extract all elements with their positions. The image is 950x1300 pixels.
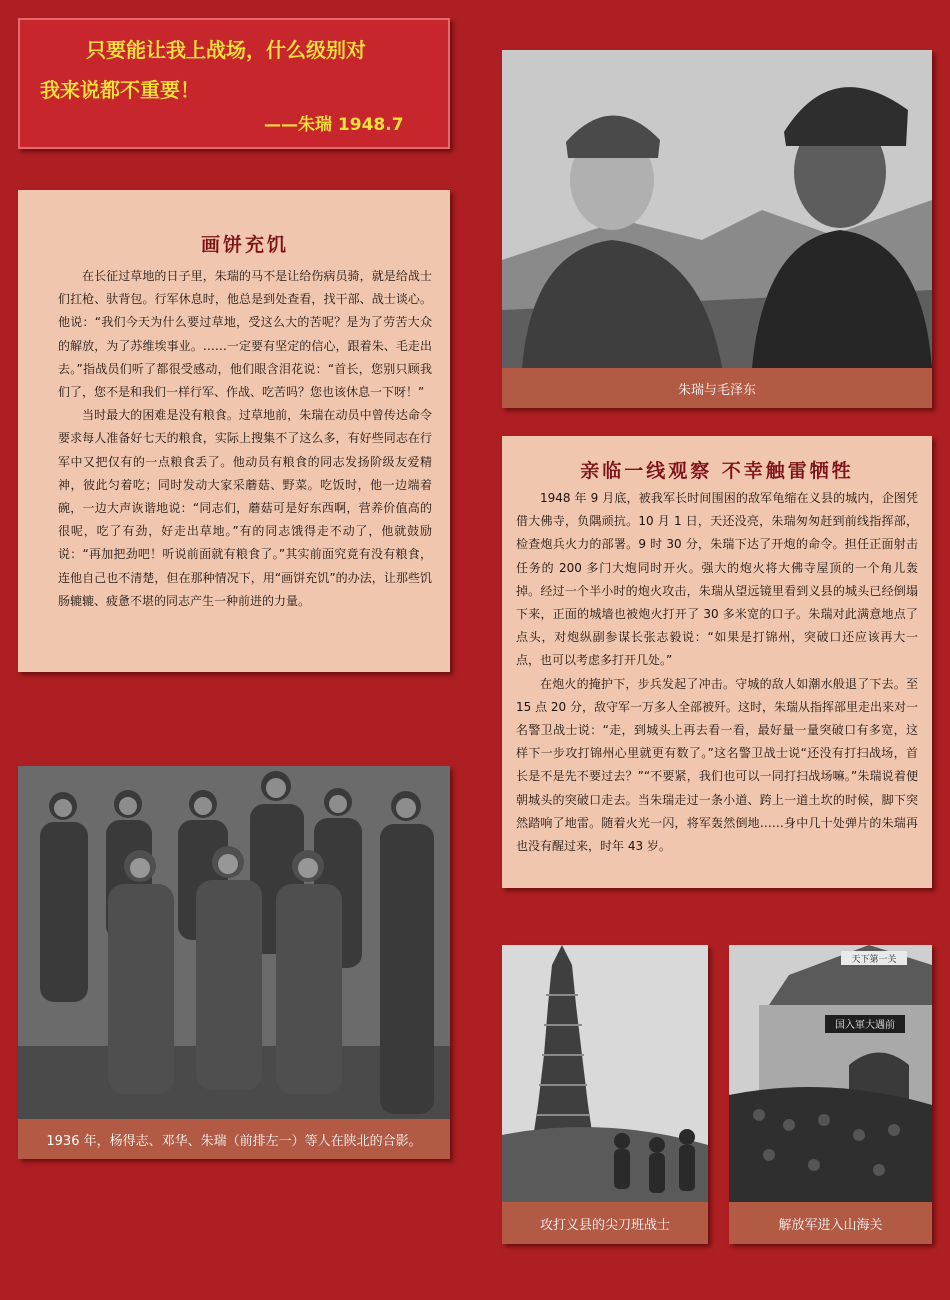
photo-gate-illustration <box>729 945 932 1202</box>
quote-line-1: 只要能让我上战场，什么级别对 <box>86 38 366 62</box>
quote-author: ——朱瑞 1948.7 <box>264 115 404 135</box>
photo-caption: 1936 年，杨得志、邓华、朱瑞（前排左一）等人在陕北的合影。 <box>18 1119 450 1159</box>
photo-shanhaiguan <box>729 945 932 1244</box>
story-title-huabing: 画饼充饥 <box>200 234 289 256</box>
gate-sign-arch: 国入軍大遇前 <box>835 1020 895 1031</box>
photo-caption: 朱瑞与毛泽东 <box>502 368 932 408</box>
story-paragraph: 当时最大的困难是没有粮食。过草地前，朱瑞在动员中曾传达命令要求每人准备好七天的粮食，实际上搜集不了这么多，有好些同志在行军中又把仅有的一点粮食丢了。他动员有粮食的同志发扬阶级友爱精神，彼此匀着吃；同时发动大家采蘑菇、野菜。吃饭时，他一边端着碗，一边大声诙谐地说：“同志们，蘑菇可是好东西啊，营养价值高的很呢，吃了有劲，好走出草地。”有的同志饿得走不动了，他就鼓励说：“再加把劲吧！听说前面就有粮食了。”其实前面究竟有没有粮食，连他自己也不清楚，但在那种情况下，用“画饼充饥”的办法，让那些饥肠辘辘、疲惫不堪的同志产生一种前进的力量。 <box>58 408 432 608</box>
photo-group-illustration <box>18 766 450 1119</box>
story-card-huabing <box>18 190 450 672</box>
photo-caption: 解放军进入山海关 <box>729 1202 932 1244</box>
story-paragraph: 在长征过草地的日子里，朱瑞的马不是让给伤病员骑，就是给战士们扛枪、驮背包。行军休息时，他总是到处查看，找干部、战士谈心。他说：“我们今天为什么要过草地，受这么大的苦呢？是为了劳苦大众的解放，为了苏维埃事业。……一定要有坚定的信心，跟着朱、毛走出去。”指战员们听了都很受感动，他们眼含泪花说：“首长，您别只顾我们了，您不是和我们一样行军、作战、吃苦吗？您也该休息一下呀！” <box>58 269 432 400</box>
photo-pagoda-illustration <box>502 945 708 1202</box>
photo-image <box>18 766 450 1119</box>
photo-image <box>502 50 932 368</box>
quote-box <box>18 18 450 149</box>
photo-image <box>502 945 708 1202</box>
story-paragraph: 在炮火的掩护下，步兵发起了冲击。守城的敌人如潮水般退了下去。至 15 点 20 分，敌守军一万多人全部被歼。这时，朱瑞从指挥部里走出来对一名警卫战士说：“走，到城头上再去看一看，最好量一量突破口有多宽，这样下一步攻打锦州心里就更有数了。”这名警卫战士说“还没有打扫战场，首长是不是先不要过去？”“不要紧，我们也可以一同打扫战场嘛。”朱瑞说着便朝城头的突破口走去。当朱瑞走过一条小道、跨上一道土坎的时候，脚下突然踏响了地雷。随着火光一闪，将军轰然倒地……身中几十处弹片的朱瑞再也没有醒过来，时年 43 岁。 <box>516 676 918 854</box>
photo-image <box>729 945 932 1202</box>
photo-pagoda-soldiers <box>502 945 708 1244</box>
story-card-qinlin <box>502 436 932 888</box>
photo-group-1936 <box>18 766 450 1159</box>
gate-sign-top: 天下第一关 <box>851 955 897 965</box>
quote-line-2: 我来说都不重要！ <box>40 78 200 102</box>
photo-caption: 攻打义县的尖刀班战士 <box>502 1202 708 1244</box>
photo-portrait-illustration <box>502 50 932 368</box>
story-paragraph: 1948 年 9 月底，被我军长时间围困的敌军龟缩在义县的城内，企图凭借大佛寺，负隅顽抗。10 月 1 日，天还没亮，朱瑞匆匆赶到前线指挥部，检查炮兵火力的部署。9 时 30 分，朱瑞下达了开炮的命令。担任正面射击任务的 200 多门大炮同时开火。强大的炮火将大佛寺屋顶的一个角儿轰掉。经过一个半小时的炮火攻击，朱瑞从望远镜里看到义县的城头已经倒塌下来，正面的城墙也被炮火打开了 30 多米宽的口子。朱瑞对此满意地点了点头，对炮纵副参谋长张志毅说：“如果是打锦州，突破口还应该再大一点，也可以考虑多打开几处。” <box>516 491 918 668</box>
story-title-qinlin: 亲临一线观察 不幸触雷牺牲 <box>580 460 854 482</box>
photo-zhurui-maozedong <box>502 50 932 408</box>
